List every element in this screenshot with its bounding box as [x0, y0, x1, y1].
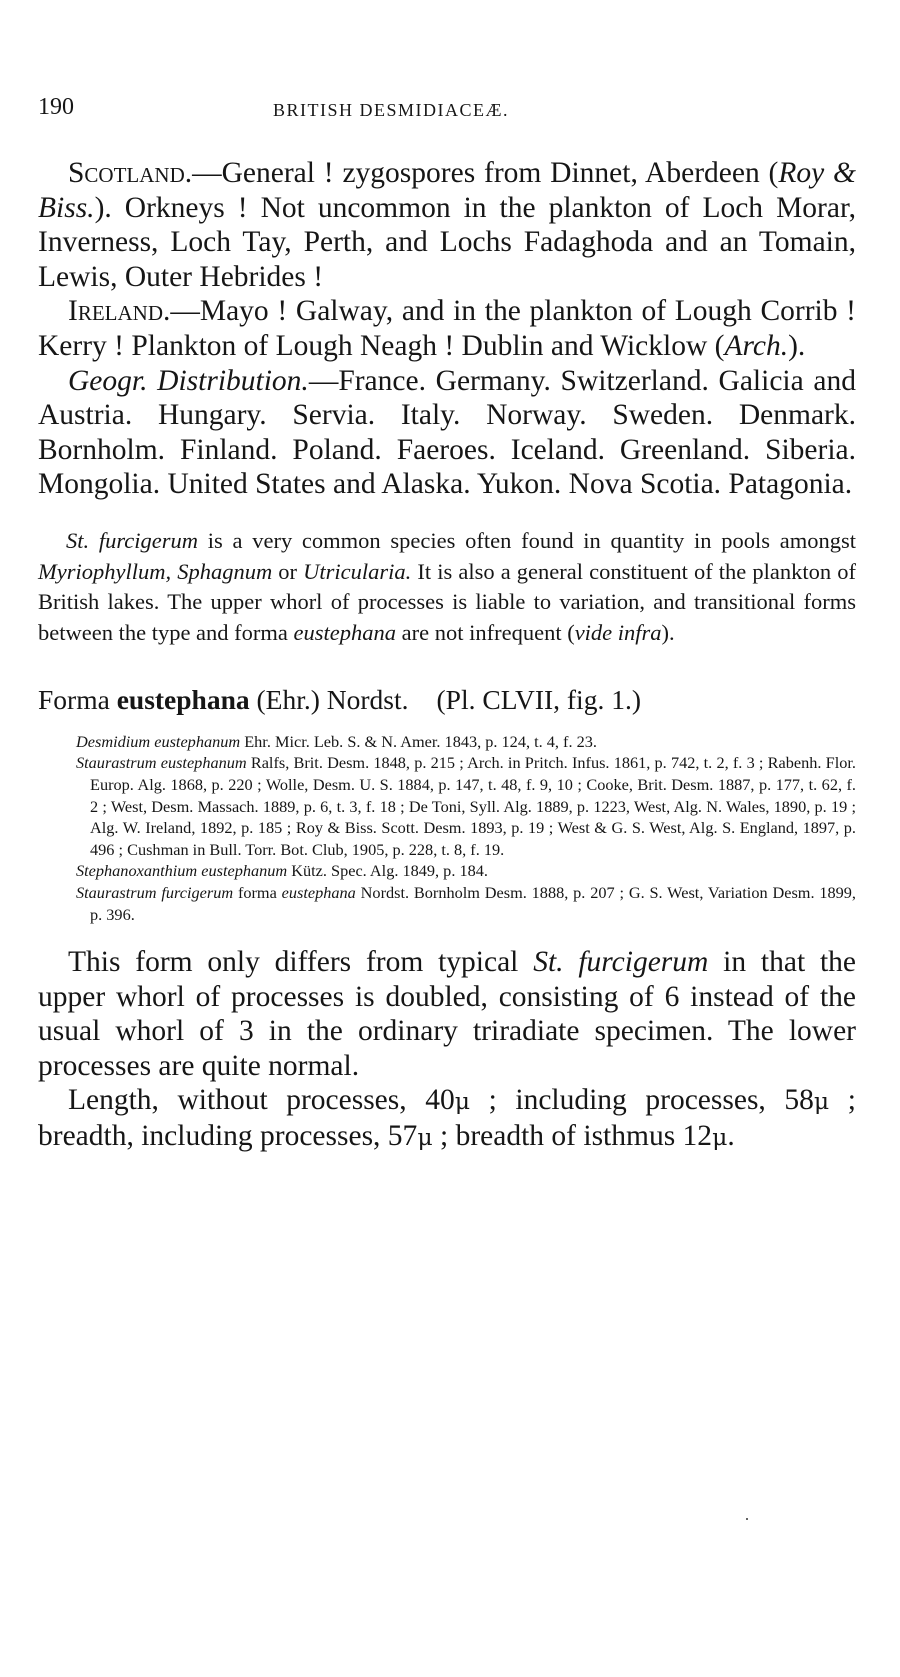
ireland-citation: Arch.	[724, 329, 789, 362]
synonym-name: Stephanoxanthium eustephanum	[76, 861, 288, 881]
forma-author: (Ehr.) Nordst.	[249, 683, 409, 715]
print-speck	[746, 1518, 748, 1520]
description-species: St. furcigerum	[533, 946, 709, 979]
note-text-5: ).	[661, 620, 675, 646]
synonym-mid: forma	[233, 882, 282, 902]
page-header	[38, 94, 856, 134]
synonym-entry	[76, 860, 856, 882]
synonym-reference: Ehr. Micr. Leb. S. & N. Amer. 1843, p. 124, t. 4, f. 23.	[240, 731, 597, 751]
note-text-1: is a very common species often found in quantity in pools amongst	[198, 527, 856, 553]
region-label-scotland: Scotland.	[68, 157, 193, 189]
forma-prefix: Forma	[38, 683, 117, 715]
synonym-name: Staurastrum furcigerum	[76, 882, 234, 902]
dimension-text-2: ; including processes, 58	[470, 1084, 814, 1117]
distribution-label: Geogr. Distribution.	[68, 364, 309, 397]
synonym-reference: Nordst. Bornholm Desm. 1888, p. 207 ; G. S. West, Variation Desm. 1899, p. 396.	[90, 882, 856, 924]
synonym-name: Desmidium eustephanum	[76, 731, 241, 751]
synonym-entry	[76, 731, 856, 753]
scotland-text-b: ). Orkneys ! Not uncommon in the plankton of Loch Morar, Inverness, Loch Tay, Perth, and Lochs Fadaghoda and an Tomain, Lewis, Outer Hebrides !	[38, 191, 856, 293]
description-text-2: in that the upper whorl of processes is doubled, consisting of 6 instead of the usual whorl of 3 in the ordinary triradiate specimen. The lower processes are quite normal.	[38, 946, 856, 1082]
synonym-name: Staurastrum eustephanum	[76, 753, 247, 773]
forma-plate-reference: (Pl. CLVII, fig. 1.)	[436, 683, 641, 715]
note-form: eustephana	[293, 620, 397, 646]
note-text-4: are not infrequent (	[396, 620, 575, 646]
form-description	[38, 945, 856, 1083]
micron-unit: μ	[712, 1123, 728, 1152]
distribution-paragraph	[38, 364, 856, 502]
page-number: 190	[38, 94, 74, 120]
note-genera-2: Utricularia.	[303, 558, 412, 584]
scotland-citation: Roy & Biss.	[38, 157, 856, 224]
micron-unit: μ	[813, 1087, 830, 1116]
synonym-entry	[76, 882, 856, 925]
synonym-reference: Kütz. Spec. Alg. 1849, p. 184.	[287, 861, 488, 881]
dimension-text-5: .	[727, 1120, 735, 1153]
distribution-text: —France. Germany. Switzerland. Galicia and Austria. Hungary. Servia. Italy. Norway. Sweden. Denmark. Bornholm. Finland. Poland. Faeroes. Iceland. Greenland. Siberia. Mongolia. United States and Alaska. Yukon. Nova Scotia. Patagonia.	[38, 364, 856, 501]
ireland-text-a: —Mayo ! Galway, and in the plankton of Lough Corrib ! Kerry ! Plankton of Lough Neagh ! Dublin and Wicklow (	[38, 295, 856, 362]
synonym-entry	[76, 752, 856, 860]
species-note	[38, 526, 856, 649]
forma-heading	[38, 683, 856, 717]
dimensions-paragraph	[38, 1083, 856, 1154]
scotland-paragraph	[38, 156, 856, 294]
note-genera-1: Myriophyllum, Sphagnum	[38, 558, 273, 584]
note-text-3: It is also a general constituent of the plankton of British lakes. The upper whorl of processes is liable to variation, and transitional forms between the type and forma	[38, 558, 856, 646]
scotland-text-a: —General ! zygospores from Dinnet, Aberdeen (	[192, 157, 779, 189]
note-text-2: or	[272, 558, 304, 584]
region-label-ireland: Ireland.	[68, 295, 171, 328]
description-text-1: This form only differs from typical	[68, 946, 534, 979]
ireland-paragraph	[38, 294, 856, 363]
note-species: St. furcigerum	[66, 527, 199, 553]
running-title: BRITISH DESMIDIACEÆ.	[273, 100, 510, 120]
synonym-reference: Ralfs, Brit. Desm. 1848, p. 215 ; Arch. in Pritch. Infus. 1861, p. 742, t. 2, f. 3 ; Rabenh. Flor. Europ. Alg. 1868, p. 220 ; Wolle, Desm. U. S. 1884, p. 147, t. 48, f. 9, 10 ; Cooke, Brit. Desm. 1887, p. 177, t. 62, f. 2 ; West, Desm. Massach. 1889, p. 6, t. 3, f. 18 ; De Toni, Syll. Alg. 1889, p. 1223, West, Alg. N. Wales, 1890, p. 19 ; Alg. W. Ireland, 1892, p. 185 ; Roy & Biss. Scott. Desm. 1893, p. 19 ; West & G. S. West, Alg. S. England, 1897, p. 496 ; Cushman in Bull. Torr. Bot. Club, 1905, p. 228, t. 8, f. 19.	[90, 753, 856, 859]
synonymy-list	[76, 731, 856, 925]
forma-name: eustephana	[116, 683, 250, 715]
micron-unit: μ	[417, 1123, 433, 1152]
micron-unit: μ	[454, 1087, 471, 1116]
dimension-text-4: ; breadth of isthmus 12	[432, 1120, 713, 1153]
note-vide: vide infra	[574, 620, 662, 646]
synonym-form: eustephana	[281, 882, 356, 902]
dimension-text-3: ; breadth, including processes, 57	[38, 1084, 856, 1153]
dimension-text-1: Length, without processes, 40	[68, 1084, 455, 1117]
ireland-text-b: ).	[788, 329, 806, 362]
